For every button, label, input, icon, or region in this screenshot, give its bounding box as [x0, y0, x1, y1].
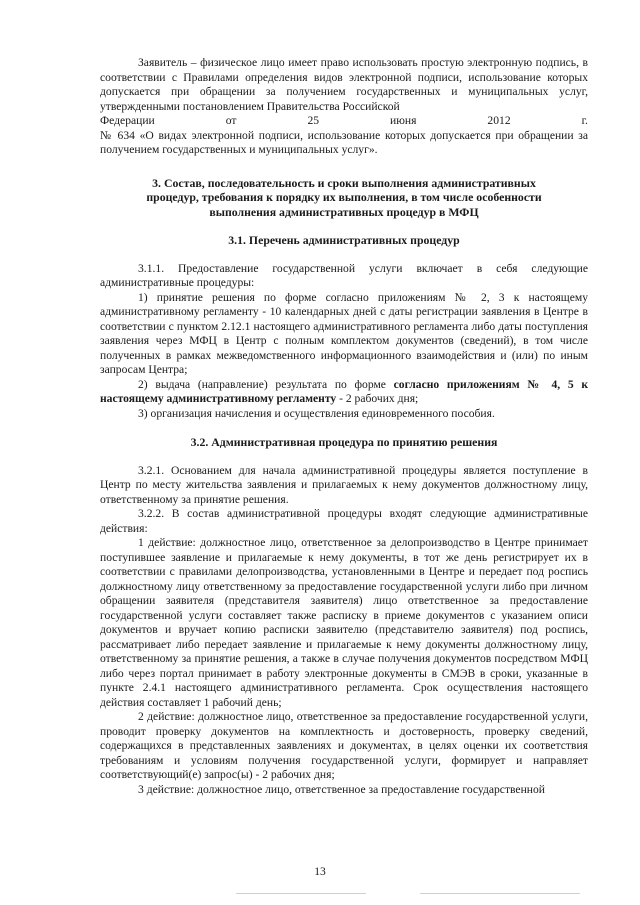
intro-date-row	[100, 114, 588, 129]
date-day: 25	[307, 114, 320, 127]
paragraph-3-1-1: 3.1.1. Предоставление государственной услуги включает в себя следующие административные процедуры:	[100, 261, 588, 289]
section-3-heading: 3. Состав, последовательность и сроки выполнения административных процедур, требования к порядку их выполнения, в том числе особенности выполнения административных процедур в МФЦ	[146, 175, 542, 219]
date-month: июня	[390, 114, 417, 127]
intro-paragraph-end: № 634 «О видах электронной подписи, использование которых допускается при обращении за получением государственных и муниципальных услуг».	[100, 128, 588, 156]
paragraph-action-3: 3 действие: должностное лицо, ответственное за предоставление государственной	[138, 782, 545, 796]
date-word-from: от	[225, 114, 237, 127]
date-year: 2012	[487, 114, 511, 127]
paragraph-item-1: 1) принятие решения по форме согласно приложениям № 2, 3 к настоящему административному регламенту - 10 календарных дней с даты регистрации заявления в Центре в соответствии с пунктом 2.12.1 настоящего административного регламента либо даты поступления заявления через МФЦ в Центр с полным комплектом документов (сведений), в том числе полученных в рамках межведомственного информационного взаимодействия и (или) по иным запросам Центра;	[100, 290, 588, 376]
paragraph-item-3: 3) организация начисления и осуществления единовременного пособия.	[138, 406, 495, 420]
date-year-suffix: г.	[581, 114, 588, 127]
paragraph-3-2-1: 3.2.1. Основанием для начала административной процедуры является поступление в Центр по месту жительства заявления и прилагаемых к нему документов должностному лицу, ответственному за принятие решения.	[100, 463, 588, 506]
paragraph-item-2	[100, 378, 588, 407]
footer-rule-left	[236, 893, 366, 894]
intro-paragraph: Заявитель – физическое лицо имеет право использовать простую электронную подпись, в соответствии с Правилами определения видов электронной подписи, использование которых допускается при обращении за получением государственных и муниципальных услуг, утвержденными постановлением Правительства Российской	[100, 56, 588, 113]
section-3-1-heading: 3.1. Перечень административных процедур	[228, 233, 460, 247]
section-3-2-heading: 3.2. Административная процедура по принятию решения	[190, 435, 498, 449]
paragraph-action-2: 2 действие: должностное лицо, ответственное за предоставление государственной услуги, проводит проверку документов на комплектность и достоверность, проверку сведений, содержащихся в представленных заявлениях и документах, в целях оценки их соответствия требованиям и условиям получения государственной услуги, формирует и направляет соответствующий(е) запрос(ы) - 2 рабочих дня;	[100, 710, 588, 781]
page-body	[100, 56, 588, 797]
item-2-bold-text: согласно приложениям № 4, 5 к настоящему административному регламенту	[100, 377, 589, 405]
paragraph-action-1: 1 действие: должностное лицо, ответственное за делопроизводство в Центре принимает поступившее заявление и прилагаемые к нему документы, в тот же день регистрирует их в соответствии с правилами делопроизводства, установленными в Центре и передает под роспись должностному лицу ответственному за предоставление государственной услуги либо при личном обращении заявителя (представителя заявителя) лицо ответственное за предоставление государственной услуги составляет также расписку в приеме документов с указанием описи документов и вручает копию расписки заявителю (представителю заявителя) под роспись, рассматривает либо передает заявление и прилагаемые к нему документы должностному лицу, ответственному за принятие решения, а также в случае получения документов посредством МФЦ либо через портал принимает в работу электронные документы в СМЭВ в сроки, указанные в пункте 2.4.1 настоящего административного регламента. Срок осуществления настоящего действия составляет 1 рабочий день;	[100, 536, 588, 709]
date-word-federation: Федерации	[100, 114, 155, 127]
paragraph-3-2-2: 3.2.2. В состав административной процедуры входят следующие административные действия:	[100, 507, 588, 535]
footer-rule-right	[420, 893, 580, 894]
item-2-text: 2) выдача (направление) результата по форме	[138, 377, 394, 391]
item-2-tail: - 2 рабочих дня;	[336, 392, 419, 405]
page-number: 13	[314, 865, 326, 878]
